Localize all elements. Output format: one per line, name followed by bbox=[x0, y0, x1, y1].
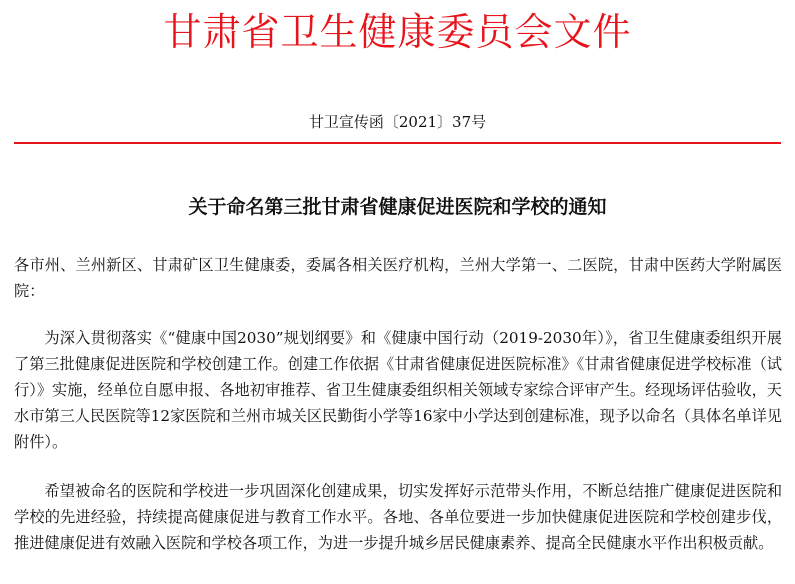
salutation: 各市州、兰州新区、甘肃矿区卫生健康委，委属各相关医疗机构，兰州大学第一、二医院，甘肃中医药大学附属医院： bbox=[14, 256, 782, 300]
red-divider-line bbox=[14, 142, 781, 144]
body-paragraph-1: 为深入贯彻落实《“健康中国2030”规划纲要》和《健康中国行动（2019-2030年）》，省卫生健康委组织开展了第三批健康促进医院和学校创建工作。创建工作依据《甘肃省健康促进医院标准》《甘肃省健康促进学校标准（试行）》实施，经单位自愿申报、各地初审推荐、省卫生健康委组织相关领域专家综合评审产生。经现场评估验收，天水市第三人民医院等12家医院和兰州市城关区民勤街小学等16家中小学达到创建标准，现予以命名（具体名单详见附件）。 bbox=[14, 329, 782, 451]
body-paragraph-2: 希望被命名的医院和学校进一步巩固深化创建成果，切实发挥好示范带头作用，不断总结推广健康促进医院和学校的先进经验，持续提高健康促进与教育工作水平。各地、各单位要进一步加快健康促进医院和学校创建步伐，推进健康促进有效融入医院和学校各项工作，为进一步提升城乡居民健康素养、提高全民健康水平作出积极贡献。 bbox=[14, 482, 782, 552]
notice-title: 关于命名第三批甘肃省健康促进医院和学校的通知 bbox=[188, 196, 607, 218]
document-number: 甘卫宣传函〔2021〕37号 bbox=[308, 113, 487, 131]
issuing-authority-title: 甘肃省卫生健康委员会文件 bbox=[163, 10, 632, 54]
